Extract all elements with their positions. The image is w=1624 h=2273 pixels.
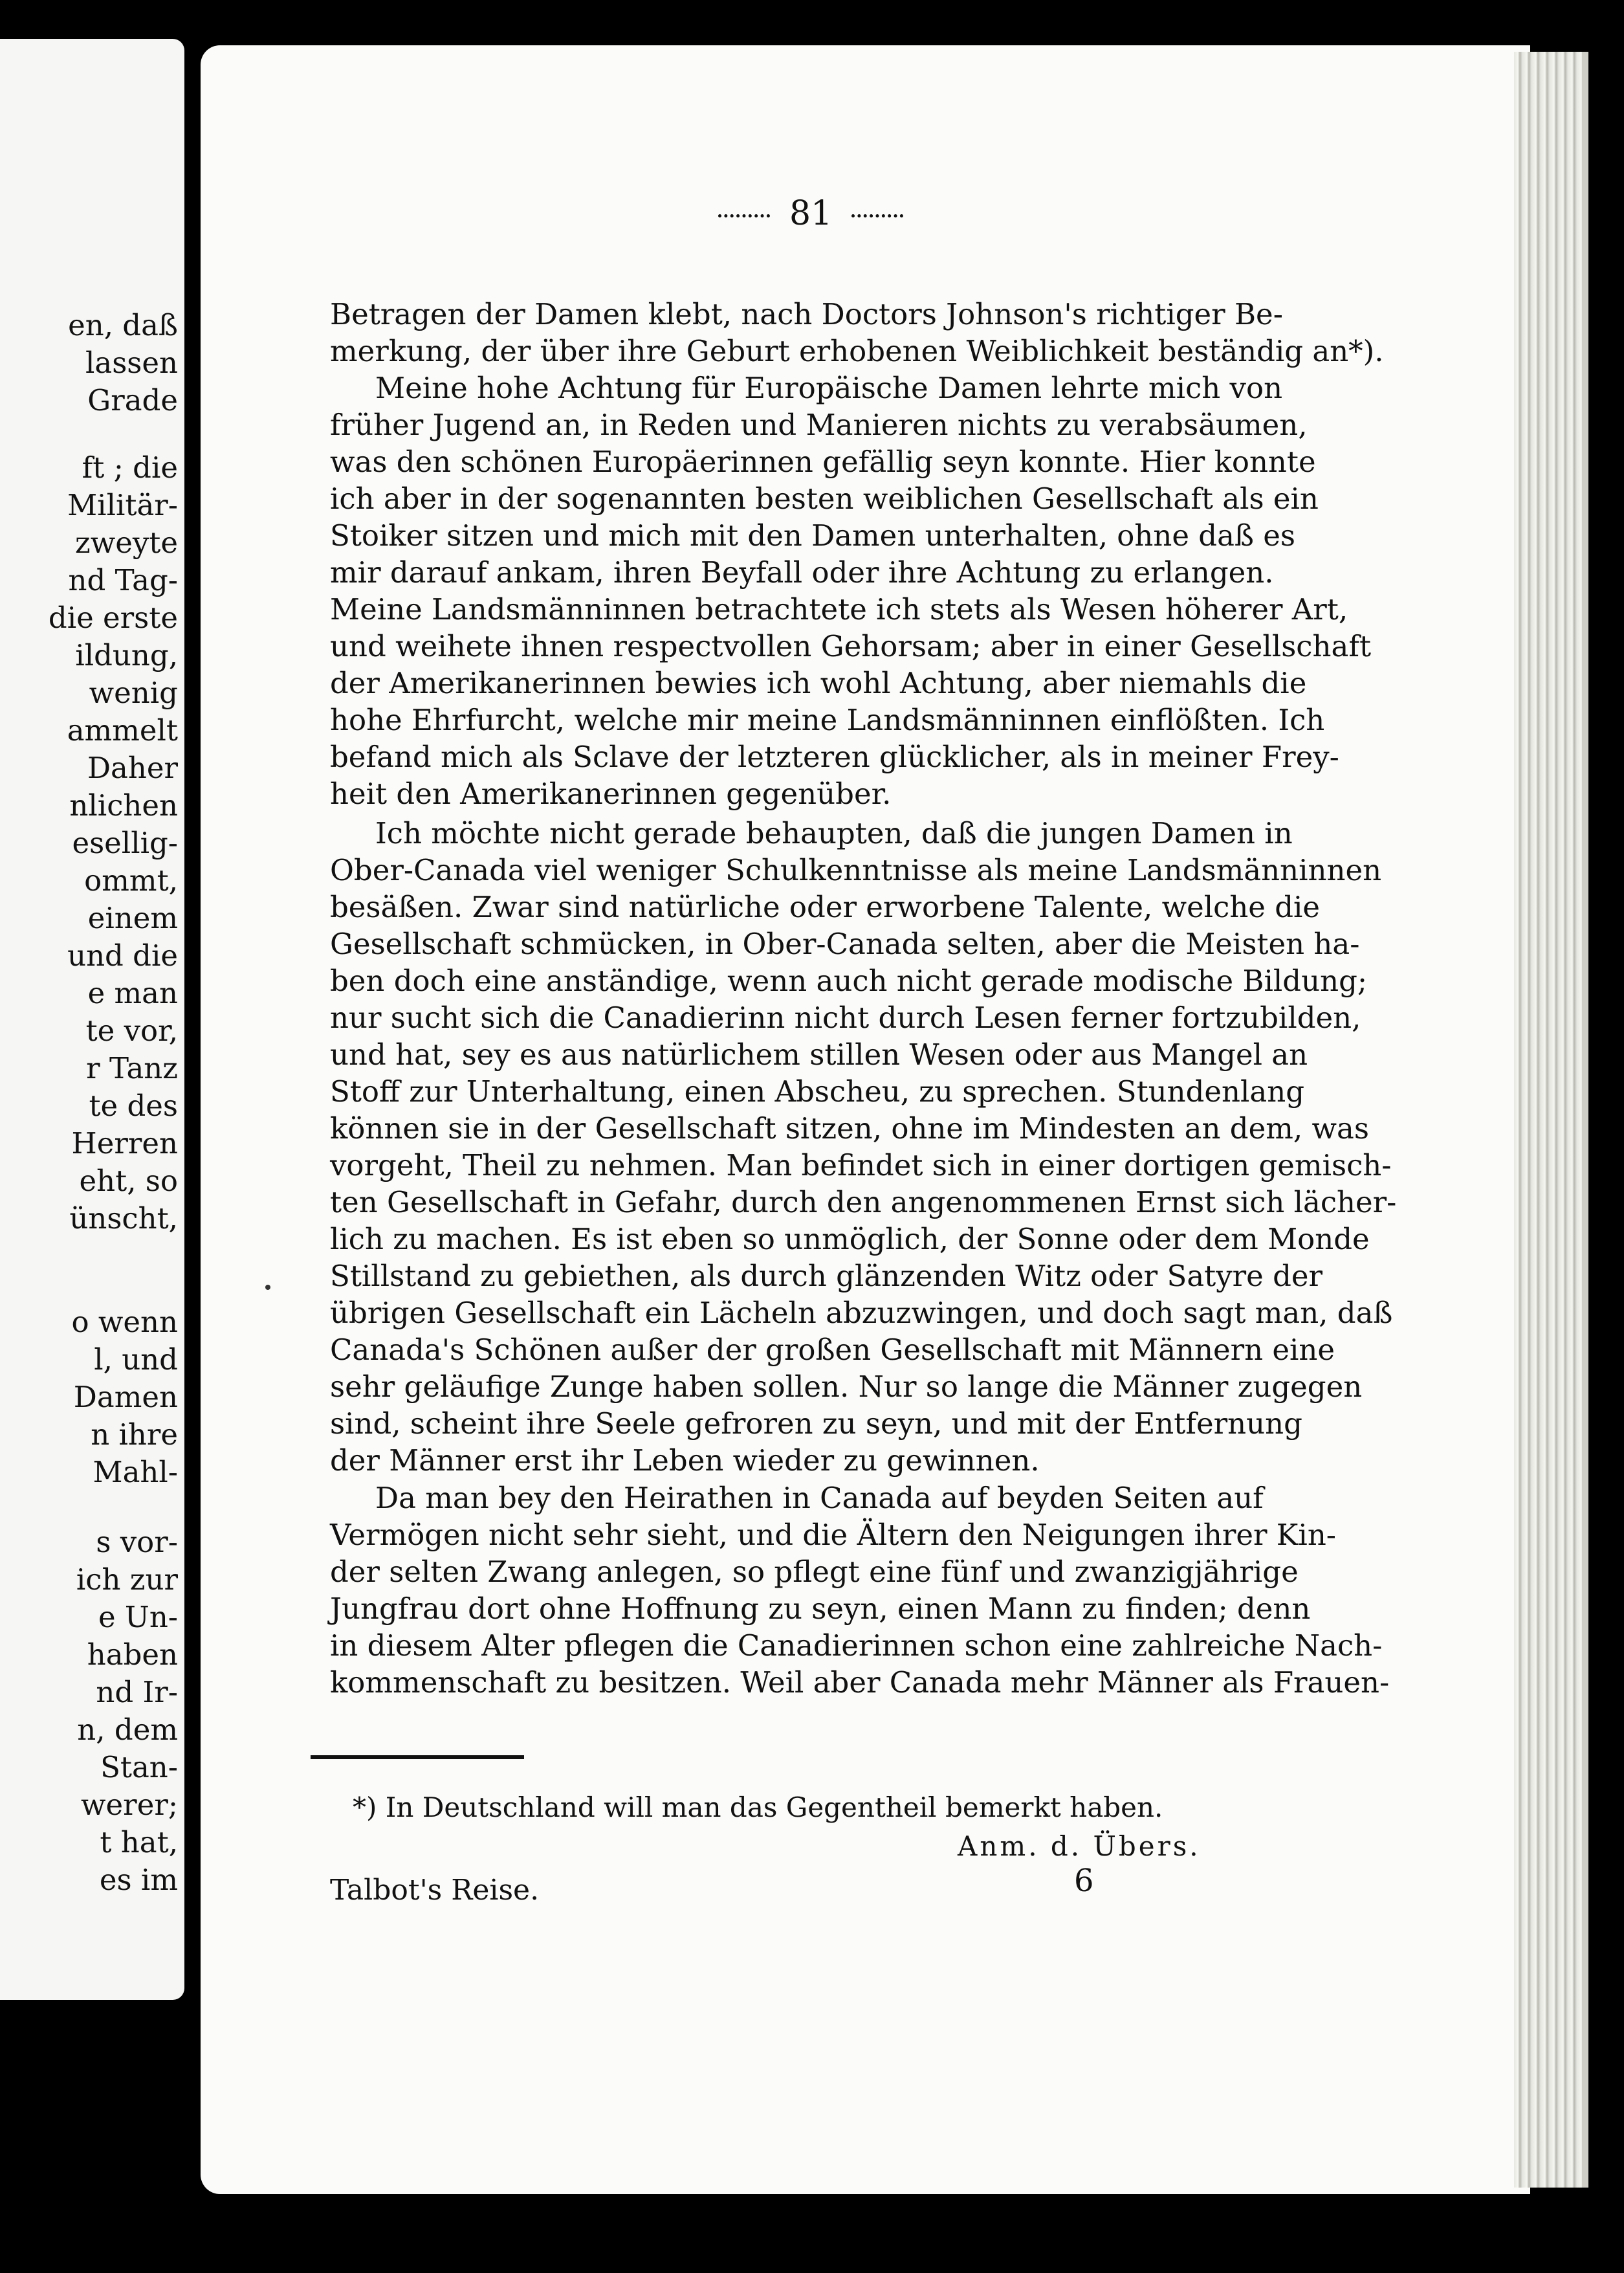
body-line: Meine hohe Achtung für Europäische Damen lehrte mich von — [375, 371, 1283, 405]
left-fragment: werer; — [81, 1788, 178, 1822]
left-fragment: o wenn — [71, 1305, 178, 1339]
left-fragment: ildung, — [75, 638, 178, 672]
body-line: Canada's Schönen außer der großen Gesellschaft mit Männern eine — [330, 1333, 1335, 1367]
body-line: merkung, der über ihre Geburt erhobenen Weiblichkeit beständig an*). — [330, 334, 1384, 368]
body-line: Ich möchte nicht gerade behaupten, daß die jungen Damen in — [375, 816, 1293, 850]
page-number — [699, 194, 923, 233]
body-line: Betragen der Damen klebt, nach Doctors Johnson's richtiger Be- — [330, 297, 1283, 331]
left-fragment: ünscht, — [69, 1201, 178, 1236]
body-line: Vermögen nicht sehr sieht, und die Ältern den Neigungen ihrer Kin- — [330, 1518, 1337, 1552]
body-line: in diesem Alter pflegen die Canadierinnen schon eine zahlreiche Nach- — [330, 1628, 1383, 1663]
body-line: der Amerikanerinnen bewies ich wohl Achtung, aber niemahls die — [330, 666, 1307, 700]
body-line: Ober-Canada viel weniger Schulkenntnisse als meine Landsmänninnen — [330, 853, 1382, 887]
body-line: heit den Amerikanerinnen gegenüber. — [330, 777, 892, 811]
body-line: besäßen. Zwar sind natürliche oder erworbene Talente, welche die — [330, 890, 1321, 924]
left-fragment: haben — [87, 1637, 178, 1672]
footnote-signature: Anm. d. Übers. — [958, 1830, 1201, 1862]
left-fragment: te des — [89, 1089, 178, 1123]
left-fragment: nd Tag- — [68, 563, 178, 597]
left-fragment: Stan- — [100, 1750, 178, 1784]
left-fragment: s vor- — [96, 1525, 178, 1559]
left-fragment: t hat, — [100, 1825, 178, 1859]
left-fragment: und die — [67, 938, 178, 973]
body-line: befand mich als Sclave der letzteren glücklicher, als in meiner Frey- — [330, 740, 1339, 774]
left-fragment: ommt, — [84, 863, 178, 898]
body-line: Stoff zur Unterhaltung, einen Abscheu, zu sprechen. Stundenlang — [330, 1074, 1305, 1109]
left-fragment: Grade — [87, 383, 178, 417]
left-fragment: te vor, — [85, 1014, 178, 1048]
left-fragment: einem — [87, 901, 178, 935]
body-line: vorgeht, Theil zu nehmen. Man befindet sich in einer dortigen gemisch- — [330, 1148, 1392, 1182]
left-fragment: n ihre — [91, 1417, 178, 1452]
body-line: lich zu machen. Es ist eben so unmöglich, der Sonne oder dem Monde — [330, 1222, 1370, 1256]
left-fragment: zweyte — [75, 526, 178, 560]
left-fragment: esellig- — [72, 826, 178, 860]
left-fragment: en, daß — [68, 308, 178, 342]
ornament-dash — [851, 214, 903, 217]
body-line: sind, scheint ihre Seele gefroren zu seyn, und mit der Entfernung — [330, 1406, 1302, 1441]
left-fragment: ich zur — [76, 1562, 178, 1597]
left-fragment: Militär- — [67, 488, 178, 522]
left-fragment: e Un- — [98, 1600, 178, 1634]
sheet-number: 6 — [1074, 1863, 1094, 1899]
body-line: Meine Landsmänninnen betrachtete ich stets als Wesen höherer Art, — [330, 592, 1348, 626]
body-line: ben doch eine anständige, wenn auch nicht gerade modische Bildung; — [330, 964, 1368, 998]
left-fragment: ammelt — [67, 713, 178, 748]
left-fragment: ft ; die — [82, 450, 178, 485]
signature-mark: Talbot's Reise. — [330, 1874, 540, 1907]
body-line: kommenschaft zu besitzen. Weil aber Canada mehr Männer als Frauen- — [330, 1665, 1390, 1700]
page-edge — [1514, 52, 1588, 2188]
left-fragment: lassen — [85, 346, 178, 380]
left-page — [0, 39, 184, 2000]
left-fragment: n, dem — [77, 1713, 178, 1747]
body-line: Jungfrau dort ohne Hoffnung zu seyn, einen Mann zu finden; denn — [330, 1591, 1311, 1626]
body-line: Stillstand zu gebiethen, als durch glänzenden Witz oder Satyre der — [330, 1259, 1323, 1293]
ornament-dash — [718, 214, 770, 217]
body-line: Gesellschaft schmücken, in Ober-Canada selten, aber die Meisten ha- — [330, 927, 1360, 961]
body-line: der selten Zwang anlegen, so pflegt eine fünf und zwanzigjährige — [330, 1555, 1299, 1589]
page-number-text: 81 — [789, 194, 833, 233]
body-line: was den schönen Europäerinnen gefällig seyn konnte. Hier konnte — [330, 445, 1316, 479]
body-line: können sie in der Gesellschaft sitzen, ohne im Mindesten an dem, was — [330, 1111, 1369, 1146]
body-line: nur sucht sich die Canadierinn nicht durch Lesen ferner fortzubilden, — [330, 1001, 1361, 1035]
footnote: *) In Deutschland will man das Gegentheil bemerkt haben. — [353, 1791, 1163, 1823]
body-line: früher Jugend an, in Reden und Manieren nichts zu verabsäumen, — [330, 408, 1308, 442]
body-line: und weihete ihnen respectvollen Gehorsam; aber in einer Gesellschaft — [330, 629, 1372, 663]
footnote-rule — [311, 1755, 524, 1759]
left-fragment: e man — [87, 976, 178, 1010]
left-fragment: es im — [99, 1863, 178, 1897]
left-fragment: r Tanz — [86, 1051, 178, 1085]
body-line: mir darauf ankam, ihren Beyfall oder ihre Achtung zu erlangen. — [330, 555, 1274, 590]
left-fragment: Herren — [71, 1126, 178, 1160]
left-fragment: wenig — [89, 676, 178, 710]
left-fragment: die erste — [48, 601, 178, 635]
left-fragment: Damen — [73, 1380, 178, 1414]
left-fragment: nlichen — [69, 788, 178, 823]
body-line: sehr geläufige Zunge haben sollen. Nur so lange die Männer zugegen — [330, 1369, 1363, 1404]
body-line: übrigen Gesellschaft ein Lächeln abzuzwingen, und doch sagt man, daß — [330, 1296, 1393, 1330]
body-line: und hat, sey es aus natürlichem stillen Wesen oder aus Mangel an — [330, 1037, 1308, 1072]
left-fragment: Mahl- — [93, 1455, 178, 1489]
body-line: ich aber in der sogenannten besten weiblichen Gesellschaft als ein — [330, 482, 1319, 516]
body-line: Da man bey den Heirathen in Canada auf beyden Seiten auf — [375, 1481, 1264, 1515]
body-line: ten Gesellschaft in Gefahr, durch den angenommenen Ernst sich lächer- — [330, 1185, 1397, 1219]
body-line: der Männer erst ihr Leben wieder zu gewinnen. — [330, 1443, 1040, 1478]
body-line: hohe Ehrfurcht, welche mir meine Landsmänninnen einflößten. Ich — [330, 703, 1325, 737]
left-fragment: Daher — [87, 751, 178, 785]
left-fragment: l, und — [94, 1342, 178, 1377]
left-fragment: nd Ir- — [96, 1675, 178, 1709]
left-fragment: eht, so — [79, 1164, 178, 1198]
body-line: Stoiker sitzen und mich mit den Damen unterhalten, ohne daß es — [330, 518, 1296, 553]
ink-speck — [265, 1285, 270, 1290]
